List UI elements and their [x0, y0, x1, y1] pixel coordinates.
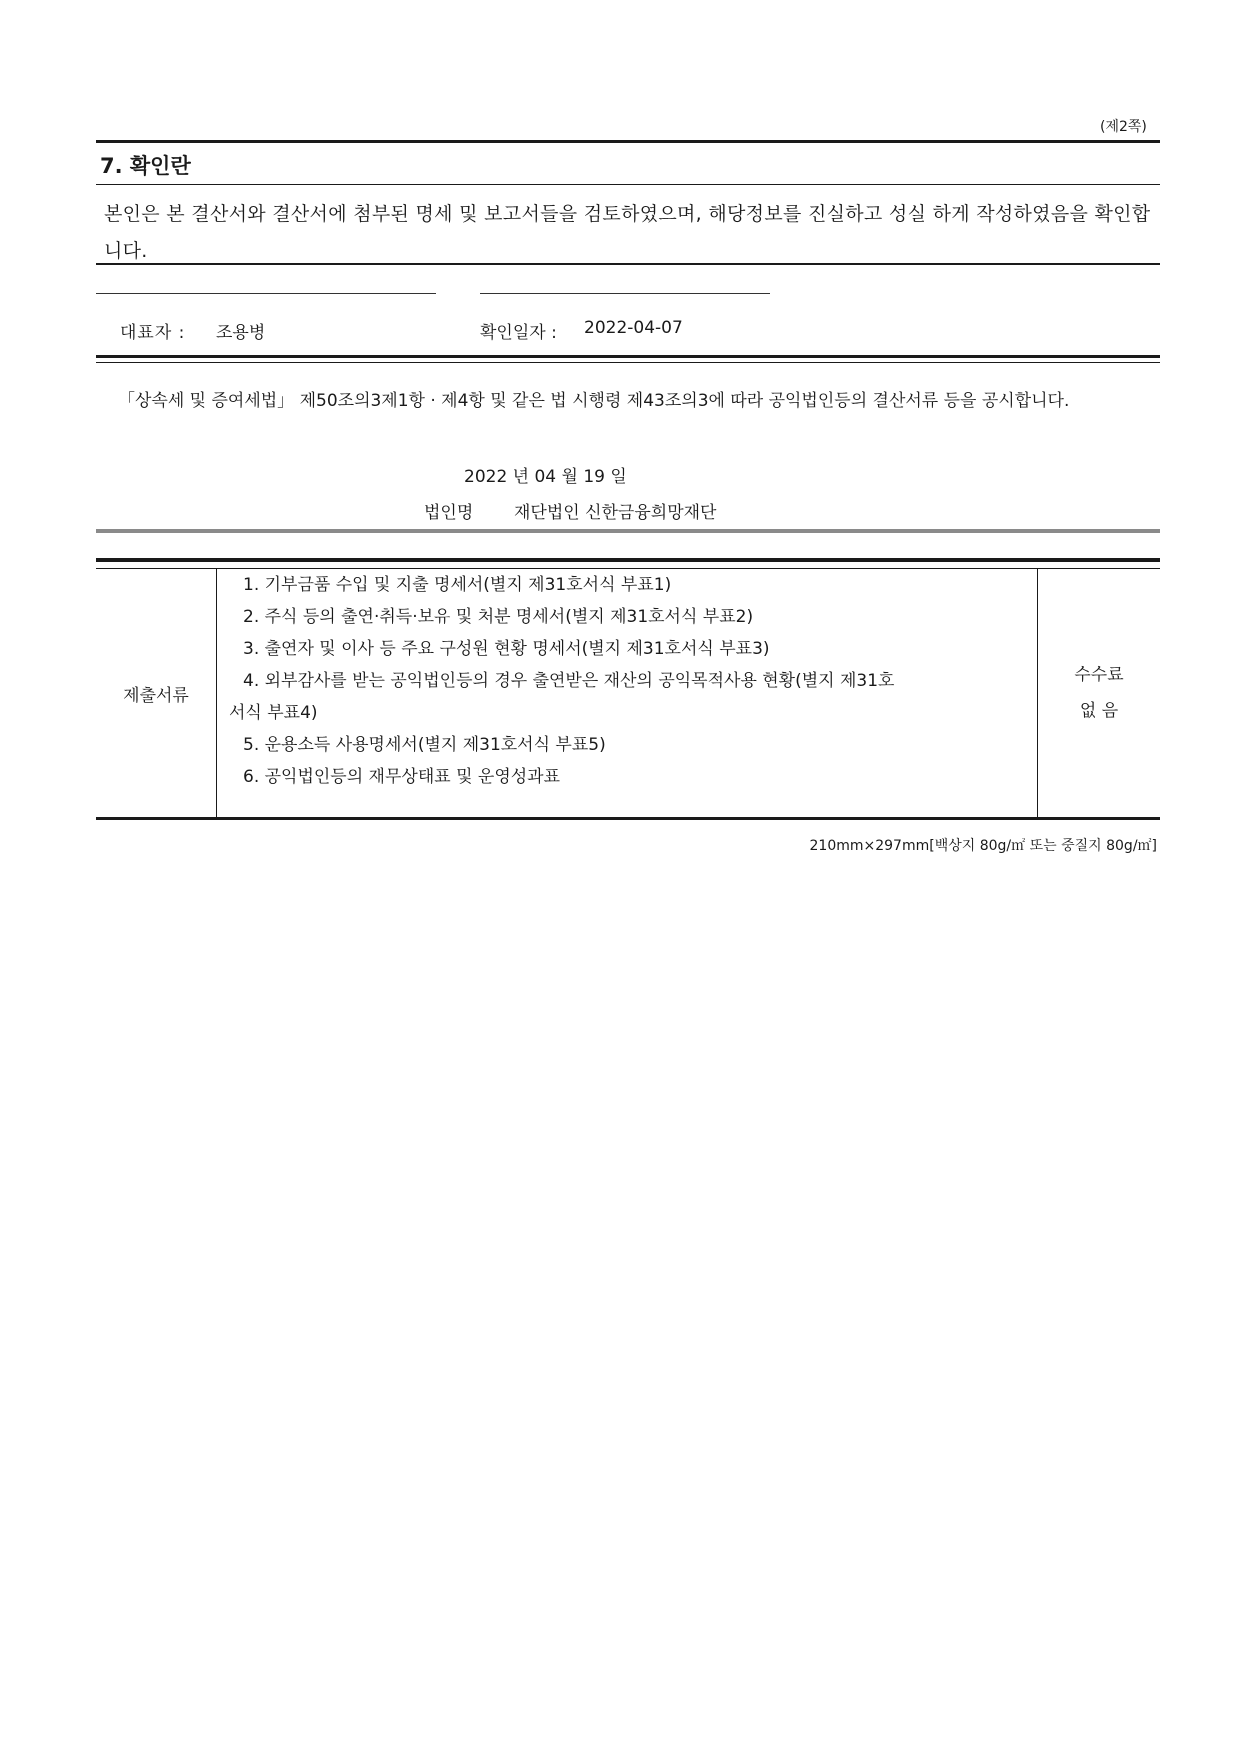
fee-label: 수수료 [1074, 665, 1124, 685]
gray-divider [96, 529, 1160, 533]
submission-item: 1. 기부금품 수입 및 지출 명세서(별지 제31호서식 부표1) [243, 575, 672, 595]
submission-item: 6. 공익법인등의 재무상태표 및 운영성과표 [243, 767, 561, 787]
submission-item: 4. 외부감사를 받는 공익법인등의 경우 출연받은 재산의 공익목적사용 현황(별지 제31호 [243, 671, 895, 691]
confirmation-statement: 본인은 본 결산서와 결산서에 첨부된 명세 및 보고서들을 검토하였으며, 해당정보를 진실하고 성실 하게 작성하였음을 확인합니다. [104, 203, 1151, 262]
submission-item: 2. 주식 등의 출연·취득·보유 및 처분 명세서(별지 제31호서식 부표2) [243, 607, 754, 627]
representative-name: 조용병 [216, 323, 266, 343]
table-bottom-rule [96, 817, 1160, 820]
corporation-label: 법인명 [424, 503, 474, 523]
submission-table [96, 568, 1160, 818]
double-rule-top [96, 355, 1160, 358]
table-top-rule [96, 558, 1160, 562]
representative-label: 대표자 : [120, 323, 186, 343]
fee-cell [1038, 569, 1161, 818]
fee-value: 없 음 [1079, 701, 1119, 721]
page-number: (제2쪽) [1100, 119, 1147, 135]
statement-rule [96, 263, 1160, 265]
submission-item: 3. 출연자 및 이사 등 주요 구성원 현황 명세서(별지 제31호서식 부표3) [243, 639, 770, 659]
confirmation-date-value: 2022-04-07 [584, 318, 683, 338]
submission-item: 5. 운용소득 사용명세서(별지 제31호서식 부표5) [243, 735, 606, 755]
double-rule-bottom [96, 362, 1160, 363]
submission-label: 제출서류 [96, 569, 217, 818]
confirmation-date-label: 확인일자 : [480, 323, 557, 343]
corporation-name: 재단법인 신한금융희망재단 [514, 503, 717, 523]
submission-list [217, 569, 1038, 818]
top-rule [96, 140, 1160, 143]
publish-date: 2022 년 04 월 19 일 [464, 467, 627, 487]
section-title-rule [96, 184, 1160, 185]
disclosure-notice: 「상속세 및 증여세법」 제50조의3제1항 · 제4항 및 같은 법 시행령 제43조의3에 따라 공익법인등의 결산서류 등을 공시합니다. [118, 391, 1070, 411]
paper-spec: 210mm×297mm[백상지 80g/㎡ 또는 중질지 80g/㎡] [809, 838, 1157, 854]
signature-line-date [480, 293, 770, 294]
signature-line-representative [96, 293, 436, 294]
section-title: 7. 확인란 [100, 154, 191, 178]
submission-item-continued: 서식 부표4) [229, 703, 318, 723]
